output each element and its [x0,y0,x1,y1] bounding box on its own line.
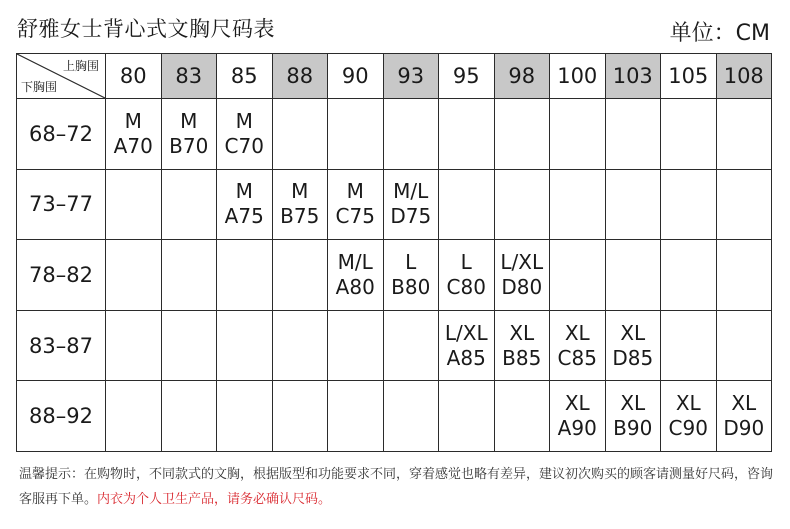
notice-highlight: 内衣为个人卫生产品，请务必确认尺码。 [97,492,332,507]
header-row [17,54,772,99]
cup-code: C75 [335,204,375,229]
cup-code: B80 [391,274,431,299]
size-cell [550,99,606,170]
cup-code: C80 [446,274,486,299]
size-cell [716,310,772,381]
cup-code: B85 [502,345,542,370]
size-cell [716,240,772,311]
size-label: XL [564,320,590,345]
size-cell [217,169,273,240]
column-header: 95 [439,54,495,99]
row-header: 88–92 [17,381,106,452]
size-cell [272,310,328,381]
size-cell [439,169,495,240]
corner-cell [17,54,106,99]
corner-bottom-label: 下胸围 [21,80,58,94]
table-row [17,99,772,170]
size-cell [272,99,328,170]
column-header: 80 [106,54,162,99]
size-table [16,53,772,452]
size-label: L [460,249,472,274]
size-cell [383,99,439,170]
column-header: 108 [716,54,772,99]
size-label: M [235,108,253,133]
size-label: XL [731,391,757,416]
size-cell [716,381,772,452]
size-cell [716,169,772,240]
size-cell [217,99,273,170]
size-cell [550,381,606,452]
size-cell [605,240,661,311]
size-cell [217,310,273,381]
size-cell [161,240,217,311]
size-cell [106,240,162,311]
cup-code: C85 [557,345,597,370]
size-cell [494,99,550,170]
size-label: M [235,179,253,204]
table-row [17,169,772,240]
table-row [17,240,772,311]
cup-code: C70 [224,133,264,158]
row-header: 73–77 [17,169,106,240]
column-header: 83 [161,54,217,99]
size-cell [439,310,495,381]
size-label: M/L [337,249,373,274]
size-label: XL [620,320,646,345]
size-cell [550,240,606,311]
size-cell [605,310,661,381]
size-cell [217,381,273,452]
size-cell [217,240,273,311]
size-cell [661,99,717,170]
size-label: M/L [393,179,429,204]
size-cell [494,310,550,381]
size-cell [661,240,717,311]
size-label: XL [675,391,701,416]
size-cell [161,381,217,452]
size-label: L [405,249,417,274]
size-cell [383,169,439,240]
size-cell [550,169,606,240]
size-cell [328,310,384,381]
row-header: 68–72 [17,99,106,170]
size-cell [106,169,162,240]
size-cell [439,99,495,170]
size-cell [439,381,495,452]
size-cell [716,99,772,170]
size-cell [272,381,328,452]
size-cell [328,169,384,240]
column-header: 90 [328,54,384,99]
size-cell [106,381,162,452]
cup-code: D75 [390,204,432,229]
size-label: XL [509,320,535,345]
cup-code: A80 [335,274,375,299]
chart-title: 舒雅女士背心式文胸尺码表 [17,17,275,41]
column-header: 98 [494,54,550,99]
size-cell [106,310,162,381]
unit-label: 单位：CM [669,21,770,46]
size-cell [661,381,717,452]
size-cell [605,169,661,240]
cup-code: B70 [169,133,209,158]
size-cell [661,169,717,240]
size-cell [605,99,661,170]
size-cell [328,240,384,311]
table-body [17,99,772,452]
cup-code: B90 [613,416,653,441]
size-cell [272,169,328,240]
cup-code: D80 [501,274,543,299]
size-cell [383,381,439,452]
corner-top-label: 上胸围 [62,59,99,73]
size-label: L/XL [444,320,488,345]
table-row [17,310,772,381]
cup-code: A85 [446,345,486,370]
column-header: 88 [272,54,328,99]
row-header: 83–87 [17,310,106,381]
size-cell [161,169,217,240]
size-cell [494,169,550,240]
size-cell [605,381,661,452]
size-cell [439,240,495,311]
cup-code: A70 [113,133,153,158]
size-cell [161,99,217,170]
notice [19,462,779,512]
column-header: 105 [661,54,717,99]
column-header: 93 [383,54,439,99]
size-cell [494,381,550,452]
cup-code: A75 [224,204,264,229]
size-cell [106,99,162,170]
size-cell [383,240,439,311]
cup-code: B75 [280,204,320,229]
row-header: 78–82 [17,240,106,311]
column-header: 100 [550,54,606,99]
cup-code: C90 [668,416,708,441]
cup-code: D90 [723,416,765,441]
size-cell [550,310,606,381]
size-cell [661,310,717,381]
size-label: XL [620,391,646,416]
size-cell [161,310,217,381]
size-cell [328,99,384,170]
column-header: 85 [217,54,273,99]
column-header: 103 [605,54,661,99]
notice-text: 温馨提示：在购物时，不同款式的文胸，根据版型和功能要求不同，穿着感觉也略有差异，建议初次购买的顾客请测量好尺码，咨询客服再下单。 [19,467,774,507]
size-label: M [124,108,142,133]
table-row [17,381,772,452]
size-label: M [346,179,364,204]
size-label: M [291,179,309,204]
size-label: XL [564,391,590,416]
cup-code: A90 [557,416,597,441]
size-label: L/XL [500,249,544,274]
size-cell [383,310,439,381]
size-cell [272,240,328,311]
size-cell [328,381,384,452]
size-cell [494,240,550,311]
size-label: M [180,108,198,133]
cup-code: D85 [612,345,654,370]
